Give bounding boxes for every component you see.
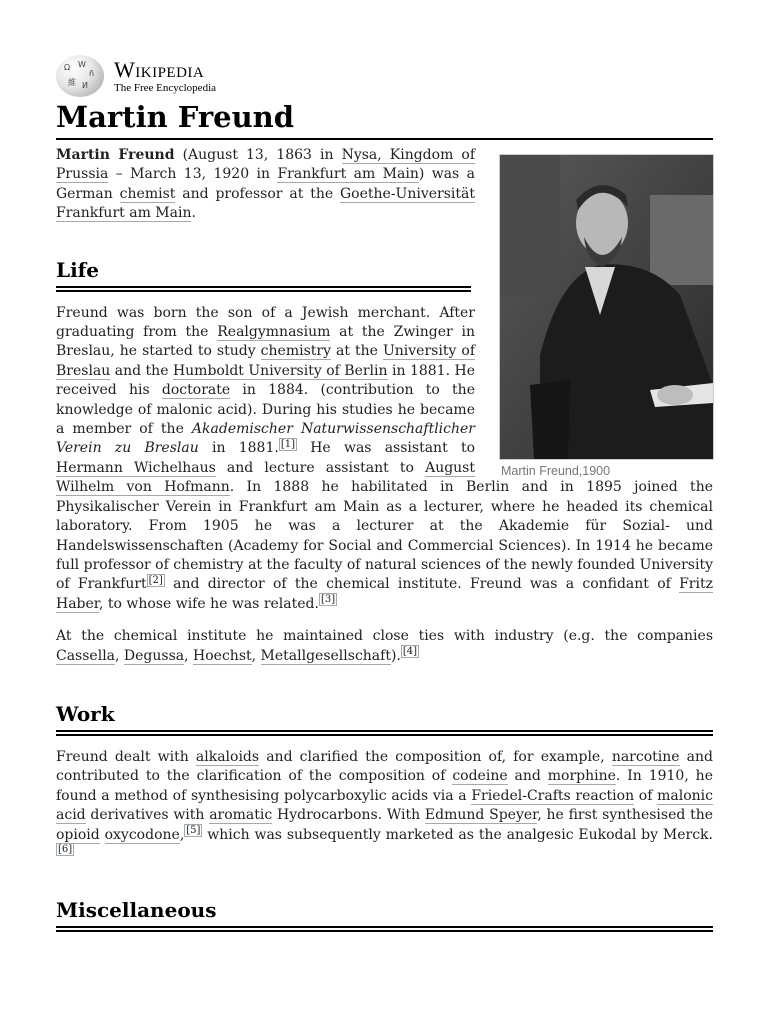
infobox-figure	[499, 154, 713, 478]
section-work-heading-wrap	[56, 702, 713, 736]
link-nysa[interactable]: Nysa, Kingdom of Prussia	[56, 147, 476, 183]
figure-caption: Martin Freund,1900	[501, 464, 611, 478]
link-frankfurt[interactable]: Frankfurt am Main	[277, 166, 419, 183]
section-life-heading-wrap	[56, 258, 471, 292]
link-doctorate[interactable]: doctorate	[161, 382, 231, 399]
reference-3[interactable]: [3]	[320, 594, 336, 606]
link-fritz-haber[interactable]: Fritz Haber	[56, 576, 713, 612]
intro-paragraph: Martin Freund (August 13, 1863 in Nysa, Kingdom of Prussia – March 13, 1920 in Frankfurt am Main) was a German chemist and professor at the Goethe-Universität Frankfurt am Main.	[56, 147, 476, 222]
wordmark	[114, 56, 217, 94]
section-heading-life: Life	[56, 257, 99, 282]
link-friedel-crafts-reaction[interactable]: Friedel-Crafts reaction	[471, 787, 635, 804]
wikipedia-globe-icon: Ω W ñ 維 И	[56, 55, 104, 97]
portrait-photo[interactable]	[499, 154, 714, 460]
link-metallgesellschaft[interactable]: Metallgesellschaft	[260, 647, 391, 664]
link-cassella[interactable]: Cassella	[56, 647, 116, 664]
reference-1[interactable]: [1]	[280, 438, 295, 450]
link-narcotine[interactable]: narcotine	[611, 748, 680, 765]
section-heading-miscellaneous: Miscellaneous	[56, 898, 217, 923]
link-malonic-acid[interactable]: malonic acid	[56, 787, 713, 824]
link-oxycodone[interactable]: oxycodone	[104, 826, 180, 843]
wordmark-subtitle: The Free Encyclopedia	[114, 81, 217, 94]
link-university-of-breslau[interactable]: University of Breslau	[56, 343, 475, 379]
article-page	[56, 54, 713, 932]
work-paragraph-1: Freund dealt with alkaloids and clarified the composition of, for example, narcotine and contributed to the clarification of the composition of codeine and morphine. In 1910, he found a method of synthesising polycarboxylic acids via a Friedel-Crafts reaction of malonic acid derivatives with aromatic Hydrocarbons. With Edmund Speyer, he first synthesised the opioid oxycodone, [5] which was subsequently marketed as the analgesic Eukodal by Merck.[6]	[56, 748, 714, 856]
link-degussa[interactable]: Degussa	[123, 647, 185, 664]
reference-4[interactable]: [4]	[402, 645, 418, 657]
link-hoechst[interactable]: Hoechst	[193, 647, 252, 664]
link-aromatic[interactable]: aromatic	[209, 807, 273, 824]
portrait-image	[500, 155, 713, 459]
wikipedia-logo[interactable]	[56, 54, 713, 98]
life-paragraph-1: Freund was born the son of a Jewish merchant. After graduating from the Realgymnasium at the Zwinger in Breslau, he started to study chemistry at the University of Breslau and the Humboldt University of Berlin in 1881. He received his doctorate in 1884. (contribution to the knowledge of malonic acid). During his studies he became a member of the Akademischer Naturwissenschaftlicher Verein zu Breslau in 1881. [1] He was assistant to Hermann Wichelhaus and lecture assistant to August Wilhelm von Hofmann. In 1888 he habilitated in Berlin and in 1895 joined the Physikalischer Verein in Frankfurt am Main as a lecturer, where he headed its chemical laboratory. From 1905 he was a lecturer at the Akademie für Sozial- und Handelswissenschaften (Academy for Social and Commercial Sciences). In 1914 he became full professor of chemistry at the faculty of natural sciences of the newly founded University of Frankfurt [2] and director of the chemical institute. Freund was a confidant of Fritz Haber, to whose wife he was related. [3]	[56, 304, 713, 612]
link-hermann-wichelhaus[interactable]: Hermann Wichelhaus	[56, 459, 216, 476]
link-chemistry[interactable]: chemistry	[260, 343, 331, 360]
reference-5[interactable]: [5]	[186, 824, 201, 836]
link-edmund-speyer[interactable]: Edmund Speyer	[424, 807, 538, 824]
link-chemist[interactable]: chemist	[119, 185, 176, 202]
link-codeine[interactable]: codeine	[452, 768, 508, 785]
link-goethe-university[interactable]: Goethe-Universität Frankfurt am Main	[56, 185, 475, 222]
reference-2[interactable]: [2]	[148, 574, 163, 586]
link-august-wilhelm-von-hofmann[interactable]: August Wilhelm von Hofmann	[56, 459, 475, 496]
link-opioid[interactable]: opioid	[56, 826, 100, 843]
link-humboldt-university[interactable]: Humboldt University of Berlin	[172, 362, 388, 379]
link-realgymnasium[interactable]: Realgymnasium	[217, 324, 331, 341]
link-morphine[interactable]: morphine	[547, 768, 616, 785]
page-title: Martin Freund	[56, 100, 713, 140]
life-paragraph-2: At the chemical institute he maintained close ties with industry (e.g. the companies Cassella, Degussa, Hoechst, Metallgesellschaft). [4]	[56, 628, 713, 664]
link-alkaloids[interactable]: alkaloids	[195, 748, 260, 765]
wordmark-title: Wikipedia	[114, 56, 205, 82]
section-misc-heading-wrap	[56, 898, 713, 932]
section-heading-work: Work	[56, 701, 115, 726]
reference-6[interactable]: [6]	[58, 844, 73, 856]
